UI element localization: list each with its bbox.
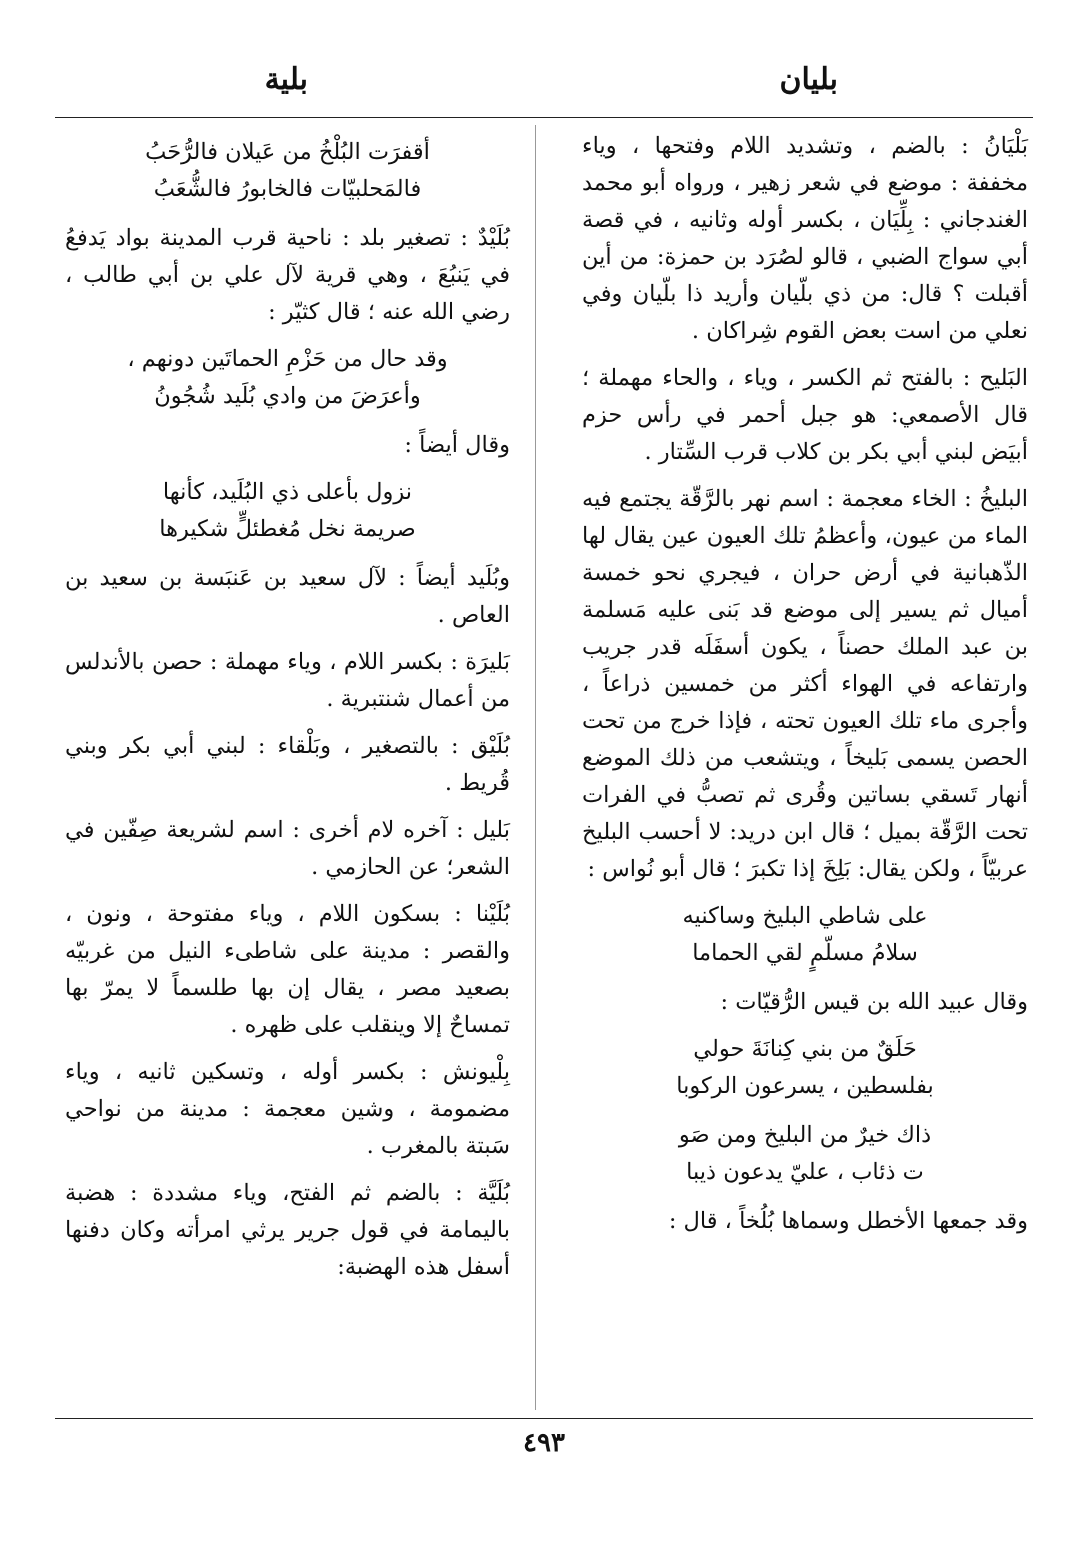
page-number: ٤٩٣	[523, 1428, 565, 1458]
entry-balyan: بَلْيَانُ : بالضم ، وتشديد اللام وفتحها ، وياء مخففة : موضع في شعر زهير ، ورواه أبو محمد الغندجاني : بِلِّيَان ، بكسر أوله وثانيه ، في قصة أبي سواج الضبي ، قالو لصُرَد بن حمزة: من أين أقبلت ؟ قال: من ذي بلّيان وأريد ذا بلّيان وفي نعلي من است بعض القوم شِراكان .	[582, 133, 1028, 344]
running-header-left: بلية	[264, 62, 308, 97]
entry-bulayq: بُلَيْق : بالتصغير ، وبَلْقاء : لبني أبي بكر وبني قُريط .	[65, 733, 510, 796]
verse-ruqayyat-1	[582, 1031, 1028, 1105]
verse-line: ذاك خيرٌ من البليخ ومن صَو	[678, 1122, 932, 1148]
entry-text: وقال أيضاً :	[404, 432, 510, 458]
verse-line: ت ذئاب ، عليّ يدعون ذيبا	[686, 1159, 924, 1185]
entry-albalih: البَليح : بالفتح ثم الكسر ، وياء ، والحاء مهملة ؛ قال الأصمعي: هو جبل أحمر في رأس حزم أبيَض لبني أبي بكر بن كلاب قرب السِّتار .	[582, 365, 1028, 465]
verse-kuthayyir-1	[65, 341, 510, 415]
verse-line: فالمَحلبيّات فالخابورُ فالشُّعَبُ	[153, 176, 422, 202]
verse-abu-nuwas	[582, 898, 1028, 972]
verse-line: صريمة نخل مُغطئلٍّ شكيرها	[159, 516, 416, 542]
verse-ruqayyat-2	[582, 1117, 1028, 1191]
verse-line: بفلسطين ، يسرعون الركوبا	[676, 1073, 934, 1099]
verse-line: سلامُ مسلّمٍ لقي الحماما	[692, 940, 918, 966]
top-rule	[55, 117, 1033, 118]
column-divider	[535, 125, 536, 1410]
verse-line: على شاطي البليخ وساكنيه	[682, 903, 928, 929]
entry-text: وقال عبيد الله بن قيس الرُّقيّات :	[720, 989, 1028, 1015]
entry-balil: بَليل : آخره لام أخرى : اسم لشريعة صِفّين في الشعر؛ عن الحازمي .	[65, 817, 510, 880]
left-column	[65, 128, 510, 1296]
entry-bilyunish: بِلْيونش : بكسر أوله ، وتسكين ثانيه ، وياء مضمومة ، وشين معجمة : مدينة من نواحي سَبتة بالمغرب .	[65, 1059, 510, 1159]
entry-balira: بَليرَة : بكسر اللام ، وياء مهملة : حصن بالأندلس من أعمال شنتبرية .	[65, 649, 510, 712]
entry-bulayd: بُلَيْدٌ : تصغير بلد : ناحية قرب المدينة بواد يَدفعُ في يَنبُعَ ، وهي قرية لآل علي بن أبي طالب ، رضي الله عنه ؛ قال كثيّر :	[65, 225, 510, 325]
entry-bulayna: بُلَيْنا : بسكون اللام ، وياء مفتوحة ، ونون ، والقصر : مدينة على شاطىء النيل من غربيّه بصعيد مصر ، يقال إن بها طلسماً لا يمرّ بها تمساحٌ إلا وينقلب على ظهره .	[65, 901, 510, 1038]
verse-line: حَلَقٌ من بني كِنانَةَ حولي	[693, 1036, 917, 1062]
entry-albalikh: البليخُ : الخاء معجمة : اسم نهر بالرَّقّة يجتمع فيه الماء من عيون، وأعظمُ تلك العيون عين يقال لها الذّهبانية في أرض حران ، فيجري نحو خمسة أميال ثم يسير إلى موضع قد بَنى عليه مَسلمة بن عبد الملك حصناً ، يكون أسفَلَه قدر جريب وارتفاعه في الهواء أكثر من خمسين ذراعاً ، وأجرى ماء تلك العيون تحته ، فإذا خرج من تحت الحصن يسمى بَليخاً ، ويتشعب من ذلك الموضع أنهار تَسقي بساتين وقُرى ثم تصبُّ في الفرات تحت الرَّقّة بميل ؛ قال ابن دريد: لا أحسب البليخ عربيّاً ، ولكن يقال: بَلِخَ إذا تكبرَ ؛ قال أبو نُواس :	[582, 486, 1028, 882]
bottom-rule	[55, 1418, 1033, 1419]
verse-line: وقد حال من حَزْمِ الحماتَين دونهم ،	[127, 346, 448, 372]
verse-akhtal	[65, 134, 510, 208]
entry-bulayd-2: وبُلَيد أيضاً : لآل سعيد بن عَنبَسة بن سعيد بن العاص .	[65, 565, 510, 628]
running-header-right: بليان	[779, 62, 838, 97]
verse-line: أقفرَت البُلْخُ من عَيلان فالرُّحَبُ	[145, 139, 430, 165]
entry-text: وقد جمعها الأخطل وسماها بُلُخاً ، قال :	[668, 1208, 1028, 1234]
verse-kuthayyir-2	[65, 474, 510, 548]
right-column	[582, 128, 1028, 1250]
verse-line: نزول بأعلى ذي البُلَيد، كأنها	[162, 479, 413, 505]
verse-line: وأعرَضَ من وادي بُلَيد شُجُونُ	[154, 383, 421, 409]
entry-bulayya: بُلَيَّة : بالضم ثم الفتح، وياء مشددة : هضبة باليمامة في قول جرير يرثي امرأته وكان دفنها أسفل هذه الهضبة:	[65, 1180, 510, 1280]
